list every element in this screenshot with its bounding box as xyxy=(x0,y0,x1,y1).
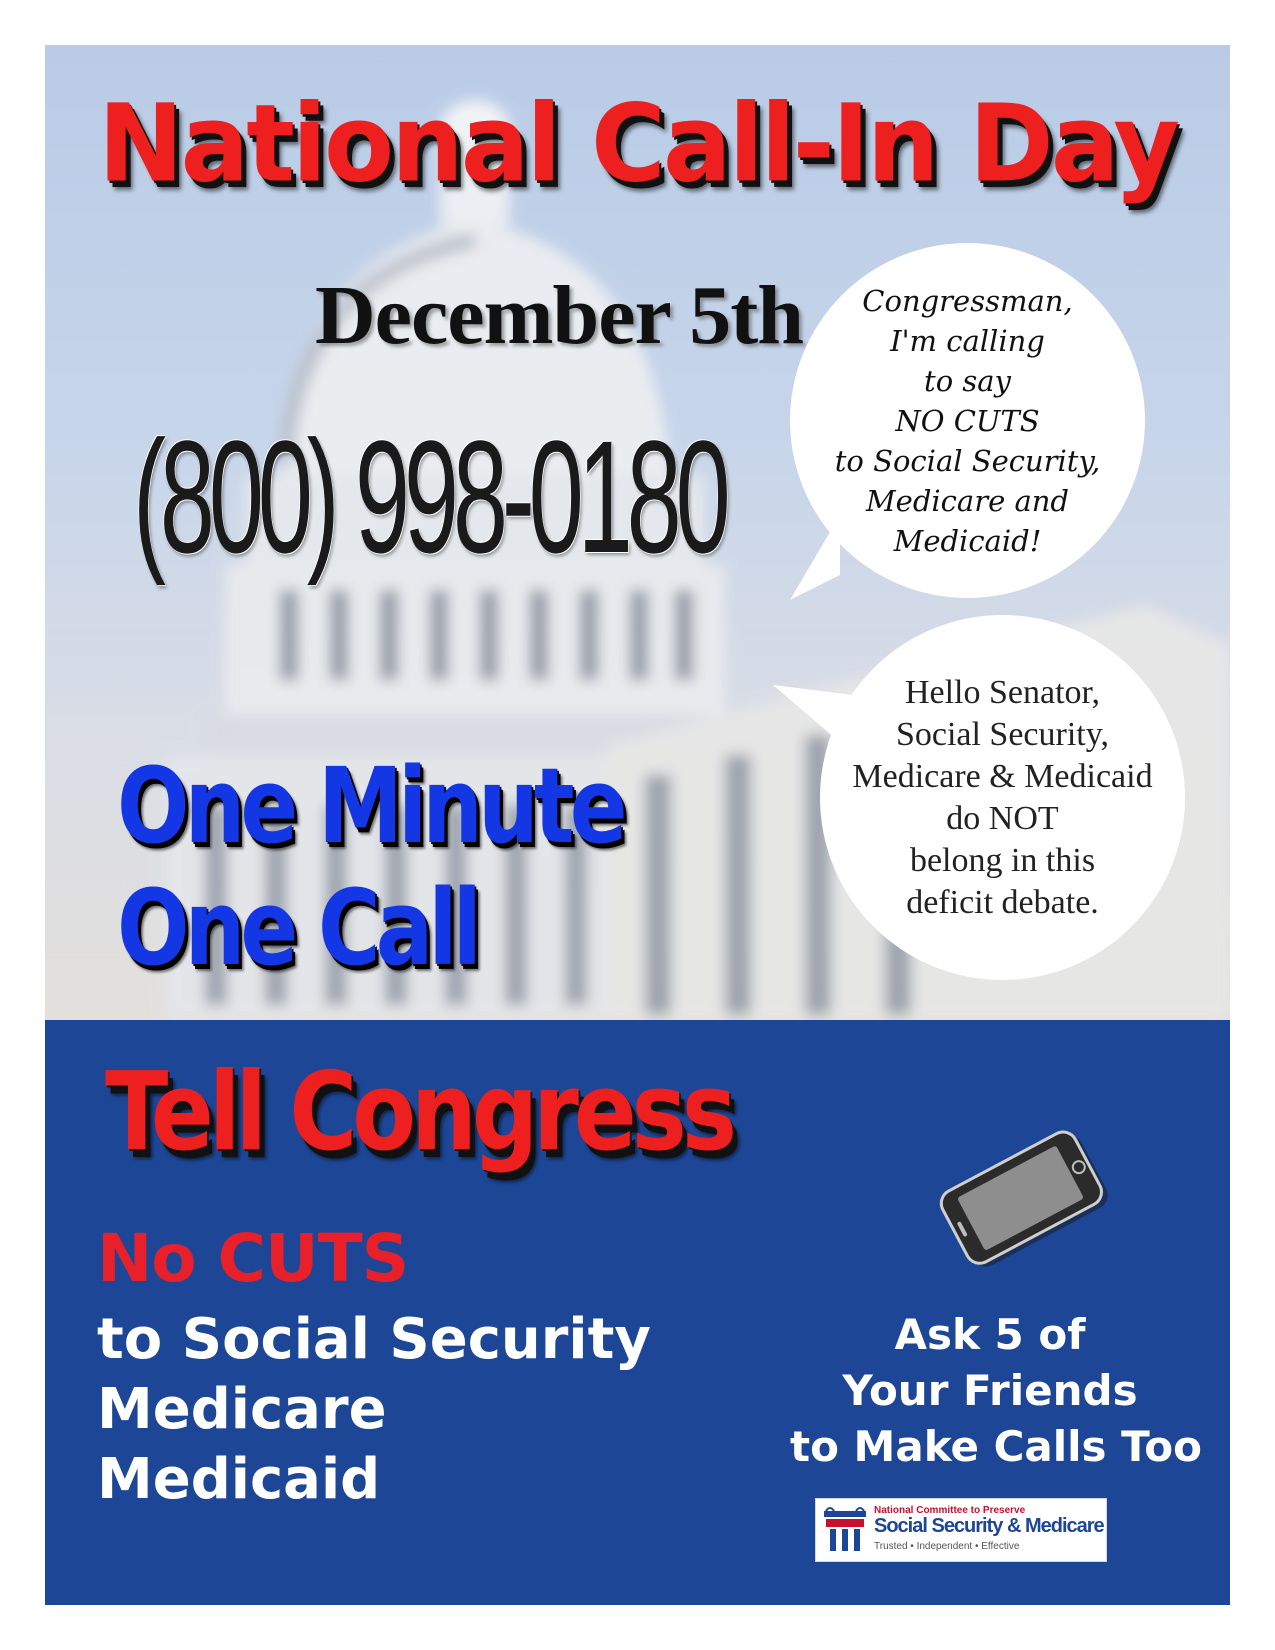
speech-bubble-senator-text xyxy=(852,672,1152,924)
bubble-line: belong in this xyxy=(909,841,1096,879)
bubble-line: to say xyxy=(924,363,1011,398)
bubble-line: to Social Security, xyxy=(834,443,1101,478)
bubble-line: Medicare and xyxy=(865,483,1069,518)
flyer xyxy=(45,45,1230,1605)
bubble-line: do NOT xyxy=(946,799,1059,837)
logo-top-line: National Committee to Preserve xyxy=(874,1505,1026,1516)
bubble-line: Medicaid! xyxy=(893,523,1042,558)
no-cuts-item: to Social Security xyxy=(97,1307,651,1372)
ncpssm-logo xyxy=(815,1498,1107,1562)
headline: National Call-In Day xyxy=(98,82,1177,207)
ask-friends-line: to Make Calls Too xyxy=(790,1422,1202,1471)
ask-friends-line: Your Friends xyxy=(842,1366,1138,1415)
speech-bubble-senator xyxy=(820,615,1185,980)
bubble-line: deficit debate. xyxy=(906,883,1099,921)
event-date: December 5th xyxy=(315,269,803,362)
bubble-line: I'm calling xyxy=(890,323,1045,358)
speech-bubble-congressman xyxy=(790,243,1145,598)
no-cuts-item: Medicaid xyxy=(97,1447,381,1512)
slogan-line-2: One Call xyxy=(117,867,477,989)
no-cuts-block xyxy=(97,1220,651,1515)
tell-congress-heading: Tell Congress xyxy=(105,1050,732,1175)
bubble-line: Medicare & Medicaid xyxy=(852,757,1153,795)
bubble-line: Congressman, xyxy=(862,283,1073,318)
logo-main-line: Social Security & Medicare xyxy=(874,1515,1104,1537)
speech-bubble-congressman-text xyxy=(835,281,1100,561)
logo-tagline: Trusted • Independent • Effective xyxy=(874,1541,1020,1552)
bubble-line: Social Security, xyxy=(895,715,1110,753)
no-cuts-title: No CUTS xyxy=(97,1220,409,1297)
phone-number: (800) 998-0180 xyxy=(133,407,725,586)
bubble-line: Hello Senator, xyxy=(904,673,1101,711)
ask-friends-line: Ask 5 of xyxy=(894,1310,1086,1359)
no-cuts-item: Medicare xyxy=(97,1377,387,1442)
slogan-line-1: One Minute xyxy=(117,745,623,867)
smartphone-icon xyxy=(917,1130,1117,1270)
ask-friends-block xyxy=(790,1307,1202,1475)
column-logo-icon xyxy=(822,1505,868,1555)
bubble-line: NO CUTS xyxy=(895,403,1040,438)
